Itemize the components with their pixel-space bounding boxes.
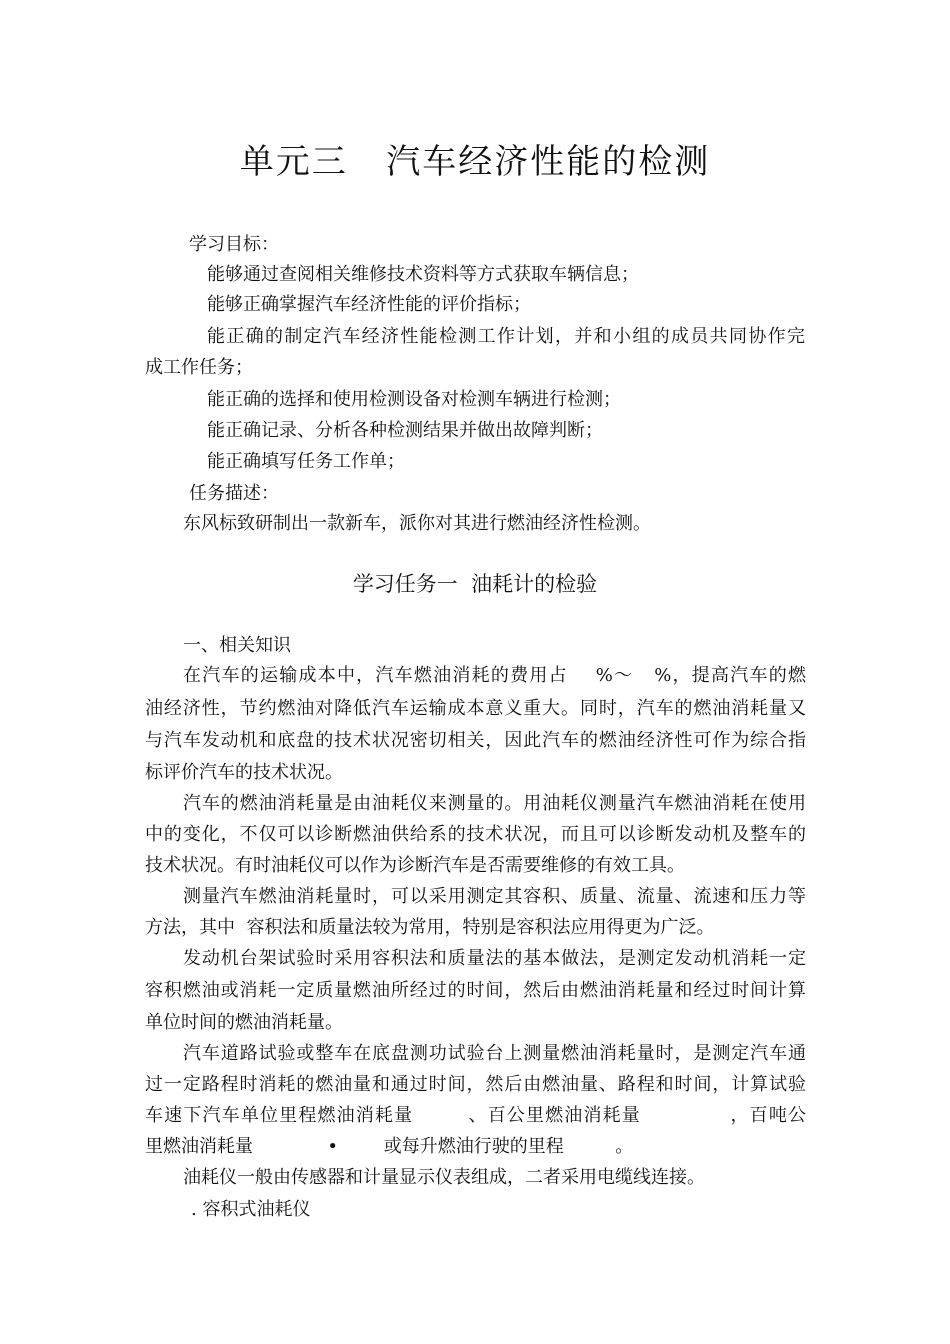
body-line: 汽车道路试验或整车在底盘测功试验台上测量燃油消耗量时，是测定汽车通 [183,1043,806,1064]
objectives-heading: 学习目标： [189,234,279,255]
body-line: 车速下汽车单位里程燃油消耗量 、百公里燃油消耗量 ，百吨公 [145,1105,806,1126]
body-line: 与汽车发动机和底盘的技术状况密切相关，因此汽车的燃油经济性可作为综合指 [145,730,806,751]
page-title: 单元三 汽车经济性能的检测 [239,142,711,182]
subsection-heading: . 容积式油耗仪 [191,1199,311,1220]
body-line: 过一定路程时消耗的燃油量和通过时间，然后由燃油量、路程和时间，计算试验 [145,1074,806,1095]
task-heading: 任务描述： [189,483,279,504]
section-subtitle: 学习任务一 油耗计的检验 [352,572,598,596]
objective-item: 能正确填写任务工作单； [207,451,405,472]
body-line: 发动机台架试验时采用容积法和质量法的基本做法，是测定发动机消耗一定 [183,948,806,969]
objective-item: 能正确的选择和使用检测设备对检测车辆进行检测； [207,389,621,410]
section-heading: 一、相关知识 [183,635,291,656]
body-line: 在汽车的运输成本中，汽车燃油消耗的费用占 %～ %，提高汽车的燃 [183,665,806,686]
body-line: 里燃油消耗量 • 或每升燃油行驶的里程 。 [145,1136,634,1157]
body-line: 方法，其中 容积法和质量法较为常用，特别是容积法应用得更为广泛。 [145,917,715,938]
objective-item-continued: 成工作任务； [145,357,253,378]
body-line: 单位时间的燃油消耗量。 [145,1012,343,1033]
body-line: 容积燃油或消耗一定质量燃油所经过的时间，然后由燃油消耗量和经过时间计算 [145,980,806,1001]
objective-item: 能正确的制定汽车经济性能检测工作计划，并和小组的成员共同协作完 [207,326,805,347]
body-line: 油耗仪一般由传感器和计量显示仪表组成，二者采用电缆线连接。 [183,1167,705,1188]
objective-item: 能够正确掌握汽车经济性能的评价指标； [207,294,531,315]
body-line: 标评价汽车的技术状况。 [145,762,343,783]
body-line: 油经济性，节约燃油对降低汽车运输成本意义重大。同时，汽车的燃油消耗量又 [145,698,806,719]
task-text: 东风标致研制出一款新车，派你对其进行燃油经济性检测。 [183,513,651,534]
body-line: 技术状况。有时油耗仪可以作为诊断汽车是否需要维修的有效工具。 [145,855,685,876]
body-line: 中的变化，不仅可以诊断燃油供给系的技术状况，而且可以诊断发动机及整车的 [145,824,806,845]
objective-item: 能正确记录、分析各种检测结果并做出故障判断； [207,420,603,441]
objective-item: 能够通过查阅相关维修技术资料等方式获取车辆信息； [207,264,639,285]
body-line: 测量汽车燃油消耗量时，可以采用测定其容积、质量、流量、流速和压力等 [183,886,806,907]
body-line: 汽车的燃油消耗量是由油耗仪来测量的。用油耗仪测量汽车燃油消耗在使用 [183,793,806,814]
